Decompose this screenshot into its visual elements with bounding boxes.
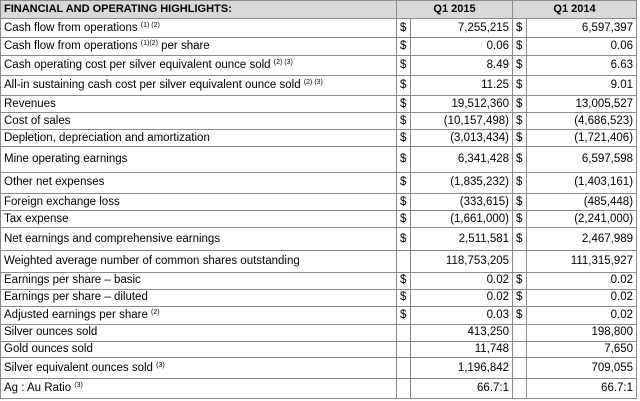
row-label: Mine operating earnings (4, 153, 128, 166)
row-label-cell (1, 56, 397, 76)
value-q1-2015: 2,511,581 (411, 228, 513, 251)
table-row (1, 251, 637, 272)
value-q1-2015: 11,748 (411, 341, 513, 358)
row-label: Gold ounces sold (4, 342, 93, 355)
currency-symbol-q1-2015 (397, 324, 411, 341)
row-label-suffix: per share (161, 40, 210, 53)
value-q1-2014: 7,650 (527, 341, 637, 358)
footnote-marker: (2) (3) (303, 79, 323, 87)
row-label: Ag : Au Ratio (4, 381, 72, 394)
value-q1-2014: 6,597,397 (527, 19, 637, 38)
column-header-q1-2015: Q1 2015 (397, 1, 513, 19)
row-label-cell (1, 113, 397, 130)
row-label-cell (1, 324, 397, 341)
currency-symbol-q1-2015: $ (397, 289, 411, 306)
table-row (1, 19, 637, 38)
row-label-cell (1, 19, 397, 38)
footnote-marker: (2) (151, 308, 160, 316)
currency-symbol-q1-2015: $ (397, 194, 411, 211)
currency-symbol-q1-2015 (397, 341, 411, 358)
row-label: Earnings per share – basic (4, 274, 141, 287)
value-q1-2014: 66.7:1 (527, 378, 637, 398)
row-label-cell (1, 272, 397, 289)
currency-symbol-q1-2014: $ (513, 228, 527, 251)
value-q1-2014: 0.02 (527, 306, 637, 324)
currency-symbol-q1-2014 (513, 251, 527, 272)
row-label: Cash operating cost per silver equivalent ounce sold (4, 59, 271, 72)
value-q1-2014: 709,055 (527, 358, 637, 378)
footnote-marker: (2) (3) (273, 59, 293, 67)
row-label-cell (1, 147, 397, 172)
value-q1-2015: 66.7:1 (411, 378, 513, 398)
row-label: Revenues (4, 97, 56, 110)
currency-symbol-q1-2015: $ (397, 272, 411, 289)
value-q1-2015: 0.02 (411, 289, 513, 306)
value-q1-2015: (1,835,232) (411, 172, 513, 193)
value-q1-2015: 7,255,215 (411, 19, 513, 38)
row-label-cell (1, 96, 397, 113)
value-q1-2014: 111,315,927 (527, 251, 637, 272)
currency-symbol-q1-2014: $ (513, 147, 527, 172)
table-row (1, 228, 637, 251)
value-q1-2015: 0.03 (411, 306, 513, 324)
currency-symbol-q1-2015 (397, 251, 411, 272)
row-label: Depletion, depreciation and amortization (4, 131, 210, 144)
currency-symbol-q1-2014: $ (513, 76, 527, 96)
value-q1-2014: 0.06 (527, 38, 637, 56)
currency-symbol-q1-2015 (397, 358, 411, 378)
currency-symbol-q1-2014: $ (513, 130, 527, 147)
value-q1-2014: (1,403,161) (527, 172, 637, 193)
row-label: Weighted average number of common shares outstanding (4, 254, 300, 267)
row-label: Silver equivalent ounces sold (4, 361, 153, 374)
row-label: Foreign exchange loss (4, 195, 120, 208)
currency-symbol-q1-2014: $ (513, 56, 527, 76)
table-header-row (1, 1, 637, 19)
column-header-q1-2014: Q1 2014 (513, 1, 637, 19)
row-label: Tax expense (4, 212, 69, 225)
currency-symbol-q1-2015: $ (397, 56, 411, 76)
row-label-cell (1, 38, 397, 56)
value-q1-2014: (4,686,523) (527, 113, 637, 130)
row-label: Silver ounces sold (4, 326, 98, 339)
currency-symbol-q1-2015: $ (397, 19, 411, 38)
value-q1-2014: 6,597,598 (527, 147, 637, 172)
currency-symbol-q1-2014 (513, 378, 527, 398)
row-label: All-in sustaining cash cost per silver equivalent ounce sold (4, 79, 301, 92)
currency-symbol-q1-2015: $ (397, 130, 411, 147)
table-row (1, 211, 637, 228)
table-row (1, 358, 637, 378)
currency-symbol-q1-2015: $ (397, 147, 411, 172)
value-q1-2014: 198,800 (527, 324, 637, 341)
currency-symbol-q1-2014: $ (513, 172, 527, 193)
table-row (1, 306, 637, 324)
row-label: Earnings per share – diluted (4, 291, 148, 304)
value-q1-2015: 11.25 (411, 76, 513, 96)
value-q1-2015: 8.49 (411, 56, 513, 76)
value-q1-2014: 9.01 (527, 76, 637, 96)
currency-symbol-q1-2015 (397, 378, 411, 398)
table-row (1, 172, 637, 193)
currency-symbol-q1-2014 (513, 358, 527, 378)
row-label-cell (1, 76, 397, 96)
currency-symbol-q1-2014: $ (513, 211, 527, 228)
value-q1-2014: 6.63 (527, 56, 637, 76)
row-label-cell (1, 194, 397, 211)
currency-symbol-q1-2015: $ (397, 96, 411, 113)
footnote-marker: (1) (2) (140, 21, 160, 29)
currency-symbol-q1-2015: $ (397, 306, 411, 324)
value-q1-2015: 0.06 (411, 38, 513, 56)
table-row (1, 324, 637, 341)
table-row (1, 194, 637, 211)
value-q1-2015: (10,157,498) (411, 113, 513, 130)
currency-symbol-q1-2014: $ (513, 113, 527, 130)
value-q1-2015: 19,512,360 (411, 96, 513, 113)
row-label-cell (1, 251, 397, 272)
row-label-cell (1, 228, 397, 251)
footnote-marker: (3) (156, 361, 165, 369)
table-row (1, 272, 637, 289)
row-label-cell (1, 130, 397, 147)
table-row (1, 113, 637, 130)
table-row (1, 96, 637, 113)
value-q1-2015: 118,753,205 (411, 251, 513, 272)
row-label: Cost of sales (4, 114, 71, 127)
currency-symbol-q1-2015: $ (397, 113, 411, 130)
row-label-cell (1, 211, 397, 228)
currency-symbol-q1-2015: $ (397, 38, 411, 56)
currency-symbol-q1-2015: $ (397, 76, 411, 96)
value-q1-2015: (3,013,434) (411, 130, 513, 147)
table-row (1, 341, 637, 358)
value-q1-2014: (1,721,406) (527, 130, 637, 147)
currency-symbol-q1-2015: $ (397, 172, 411, 193)
value-q1-2015: 6,341,428 (411, 147, 513, 172)
table-row (1, 147, 637, 172)
currency-symbol-q1-2015: $ (397, 211, 411, 228)
table-row (1, 289, 637, 306)
currency-symbol-q1-2014 (513, 341, 527, 358)
footnote-marker: (3) (74, 381, 83, 389)
currency-symbol-q1-2014: $ (513, 194, 527, 211)
currency-symbol-q1-2014: $ (513, 306, 527, 324)
currency-symbol-q1-2014: $ (513, 289, 527, 306)
currency-symbol-q1-2014: $ (513, 96, 527, 113)
value-q1-2015: 0.02 (411, 272, 513, 289)
row-label-cell (1, 358, 397, 378)
table-title: FINANCIAL AND OPERATING HIGHLIGHTS: (1, 1, 397, 19)
value-q1-2015: (333,615) (411, 194, 513, 211)
row-label: Adjusted earnings per share (4, 308, 148, 321)
row-label: Net earnings and comprehensive earnings (4, 232, 221, 245)
value-q1-2014: 0.02 (527, 272, 637, 289)
value-q1-2014: (2,241,000) (527, 211, 637, 228)
table-row (1, 76, 637, 96)
row-label-cell (1, 289, 397, 306)
value-q1-2015: (1,661,000) (411, 211, 513, 228)
table-row (1, 56, 637, 76)
row-label-cell (1, 172, 397, 193)
row-label-cell (1, 341, 397, 358)
currency-symbol-q1-2014: $ (513, 19, 527, 38)
row-label-cell (1, 306, 397, 324)
row-label-cell (1, 378, 397, 398)
row-label: Cash flow from operations (4, 40, 138, 53)
currency-symbol-q1-2014: $ (513, 38, 527, 56)
currency-symbol-q1-2014 (513, 324, 527, 341)
currency-symbol-q1-2015: $ (397, 228, 411, 251)
table-row (1, 130, 637, 147)
value-q1-2015: 1,196,842 (411, 358, 513, 378)
value-q1-2014: (485,448) (527, 194, 637, 211)
value-q1-2014: 2,467,989 (527, 228, 637, 251)
value-q1-2014: 13,005,527 (527, 96, 637, 113)
row-label: Cash flow from operations (4, 21, 138, 34)
value-q1-2014: 0.02 (527, 289, 637, 306)
row-label: Other net expenses (4, 176, 105, 189)
table-row (1, 38, 637, 56)
table-row (1, 378, 637, 398)
value-q1-2015: 413,250 (411, 324, 513, 341)
currency-symbol-q1-2014: $ (513, 272, 527, 289)
footnote-marker: (1)(2) (140, 40, 158, 48)
